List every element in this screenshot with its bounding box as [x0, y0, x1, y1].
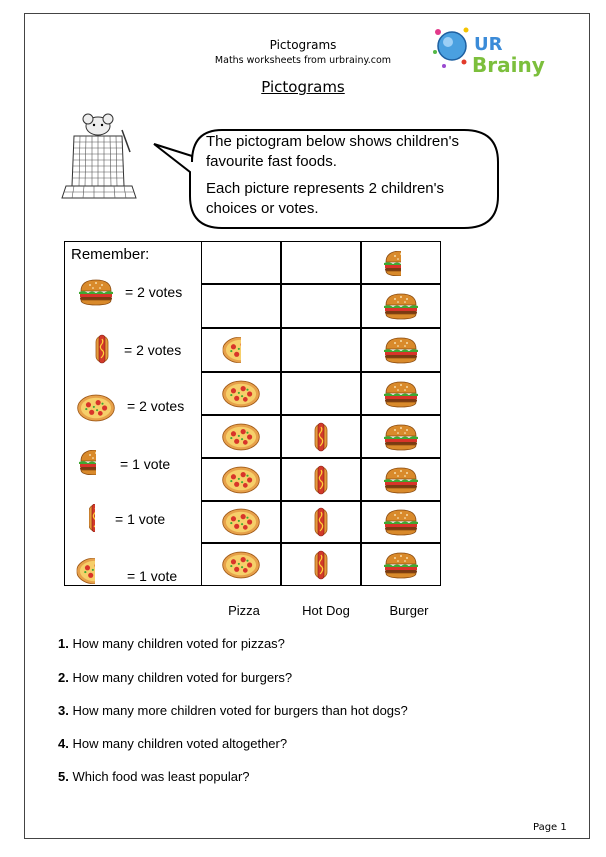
half-pizza-symbol — [221, 336, 261, 364]
worksheet-title: Pictograms — [261, 78, 345, 96]
pictogram-cell — [281, 284, 361, 328]
burger-symbol — [383, 551, 419, 579]
pictogram-cell — [201, 284, 281, 328]
key-text-hotdog: = 2 votes — [124, 342, 182, 358]
pictogram-cell — [281, 328, 361, 372]
burger-symbol — [383, 508, 419, 536]
bubble-line-2: Each picture represents 2 children's choices or votes. — [206, 180, 444, 217]
hotdog-symbol — [314, 422, 328, 452]
burger-symbol — [383, 423, 419, 451]
question-4: 4. How many children voted altogether? — [58, 736, 288, 751]
question-5: 5. Which food was least popular? — [58, 769, 250, 784]
pictogram-cell — [281, 372, 361, 415]
bubble-text — [206, 132, 496, 219]
question-1: 1. How many children voted for pizzas? — [58, 636, 285, 651]
key-text-half-burger: = 1 vote — [120, 456, 171, 472]
header-title: Pictograms — [269, 38, 337, 52]
category-label-pizza: Pizza — [228, 603, 260, 618]
burger-symbol — [383, 292, 419, 320]
key-heading: Remember: — [71, 246, 150, 263]
key-text-pizza: = 2 votes — [127, 398, 185, 414]
pictogram-cell — [281, 241, 361, 284]
pizza-symbol — [221, 380, 261, 408]
header-subtitle: Maths worksheets from urbrainy.com — [214, 55, 392, 66]
pizza-symbol — [221, 508, 261, 536]
key-text-half-pizza: = 1 vote — [127, 568, 178, 584]
hotdog-symbol — [314, 507, 328, 537]
logo-text-ur: UR — [474, 34, 503, 55]
burger-icon — [78, 278, 114, 306]
burger-symbol — [383, 336, 419, 364]
key-text-half-hotdog: = 1 vote — [115, 511, 166, 527]
pizza-symbol — [221, 423, 261, 451]
burger-symbol — [383, 380, 419, 408]
category-label-hotdog: Hot Dog — [302, 603, 350, 618]
half-pizza-icon — [74, 557, 116, 585]
bubble-line-1: The pictogram below shows children's favourite fast foods. — [206, 133, 459, 170]
category-label-burger: Burger — [389, 603, 429, 618]
pizza-icon — [75, 394, 117, 422]
urbrainy-logo — [430, 22, 550, 82]
key-text-burger: = 2 votes — [125, 284, 183, 300]
hotdog-symbol — [314, 465, 328, 495]
half-hotdog-icon — [88, 503, 102, 533]
question-2: 2. How many children voted for burgers? — [58, 670, 293, 685]
hotdog-icon — [95, 334, 109, 364]
page-number: Page 1 — [533, 822, 567, 833]
half-burger-icon — [78, 448, 114, 476]
half-burger-symbol — [383, 249, 419, 277]
pizza-symbol — [221, 551, 261, 579]
question-3: 3. How many more children voted for burgers than hot dogs? — [58, 703, 408, 718]
pictogram-cell — [201, 241, 281, 284]
mouse-mascot-icon — [60, 112, 140, 207]
burger-symbol — [383, 466, 419, 494]
pizza-symbol — [221, 466, 261, 494]
logo-text-brainy: Brainy — [472, 53, 545, 77]
hotdog-symbol — [314, 550, 328, 580]
